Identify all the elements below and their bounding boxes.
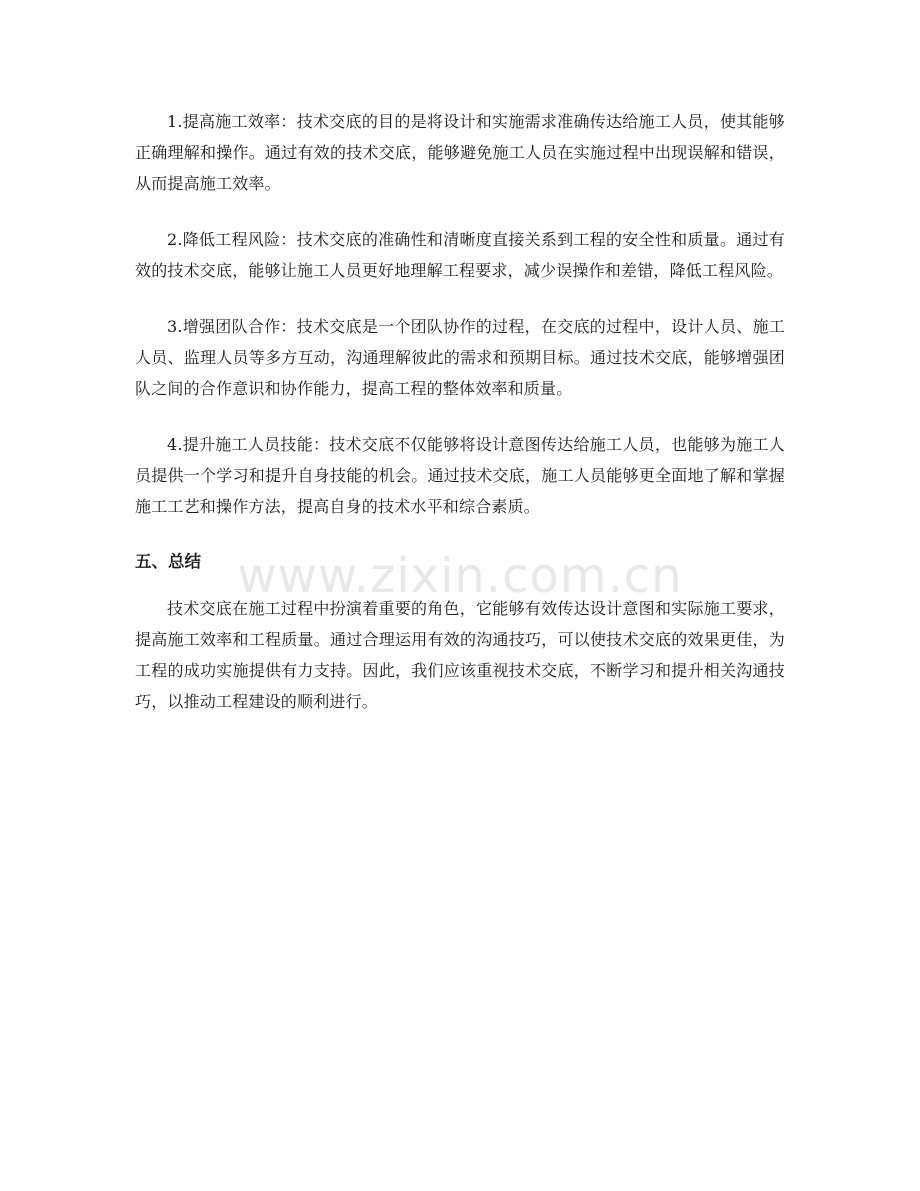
section-heading-summary: 五、总结 — [135, 552, 201, 571]
document-body — [135, 106, 785, 742]
paragraph-risk: 2.降低工程风险：技术交底的准确性和清晰度直接关系到工程的安全性和质量。通过有效的技术交底，能够让施工人员更好地理解工程要求，减少误操作和差错，降低工程风险。 — [135, 230, 785, 280]
watermark-text: www.zixin.com.cn — [237, 548, 683, 604]
paragraph-efficiency: 1.提高施工效率：技术交底的目的是将设计和实施需求准确传达给施工人员，使其能够正确理解和操作。通过有效的技术交底，能够避免施工人员在实施过程中出现误解和错误，从而提高施工效率。 — [135, 112, 785, 193]
paragraph-summary: 技术交底在施工过程中扮演着重要的角色，它能够有效传达设计意图和实际施工要求，提高施工效率和工程质量。通过合理运用有效的沟通技巧，可以使技术交底的效果更佳，为工程的成功实施提供有力支持。因此，我们应该重视技术交底，不断学习和提升相关沟通技巧，以推动工程建设的顺利进行。 — [135, 599, 785, 711]
paragraph-teamwork: 3.增强团队合作：技术交底是一个团队协作的过程，在交底的过程中，设计人员、施工人员、监理人员等多方互动，沟通理解彼此的需求和预期目标。通过技术交底，能够增强团队之间的合作意识和协作能力，提高工程的整体效率和质量。 — [135, 317, 785, 398]
paragraph-skills: 4.提升施工人员技能：技术交底不仅能够将设计意图传达给施工人员，也能够为施工人员提供一个学习和提升自身技能的机会。通过技术交底，施工人员能够更全面地了解和掌握施工工艺和操作方法，提高自身的技术水平和综合素质。 — [135, 435, 785, 516]
